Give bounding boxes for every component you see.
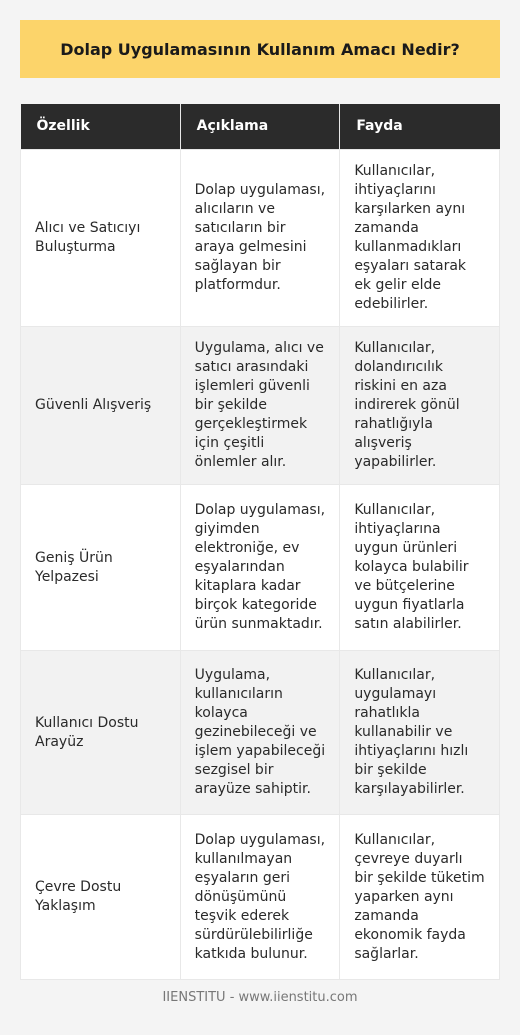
benefit-cell: Kullanıcılar, dolandırıcılık riskini en aza indirerek gönül rahatlığıyla alışveriş yapabilirler. <box>340 327 500 485</box>
feature-cell: Çevre Dostu Yaklaşım <box>21 815 181 980</box>
page-title: Dolap Uygulamasının Kullanım Amacı Nedir? <box>20 20 500 78</box>
table-header-row <box>21 104 500 150</box>
table-row <box>21 485 500 651</box>
feature-cell: Güvenli Alışveriş <box>21 327 181 485</box>
description-cell: Uygulama, alıcı ve satıcı arasındaki işlemleri güvenli bir şekilde gerçekleştirmek için çeşitli önlemler alır. <box>180 327 340 485</box>
feature-cell: Geniş Ürün Yelpazesi <box>21 485 181 651</box>
column-header-description: Açıklama <box>180 104 340 150</box>
benefit-cell: Kullanıcılar, ihtiyaçlarına uygun ürünleri kolayca bulabilir ve bütçelerine uygun fiyatlarla satın alabilirler. <box>340 485 500 651</box>
table-row <box>21 327 500 485</box>
benefit-cell: Kullanıcılar, ihtiyaçlarını karşılarken aynı zamanda kullanmadıkları eşyaları satarak ek gelir elde edebilirler. <box>340 150 500 327</box>
feature-cell: Alıcı ve Satıcıyı Buluşturma <box>21 150 181 327</box>
table-row <box>21 150 500 327</box>
column-header-feature: Özellik <box>21 104 181 150</box>
column-header-benefit: Fayda <box>340 104 500 150</box>
description-cell: Dolap uygulaması, alıcıların ve satıcıların bir araya gelmesini sağlayan bir platformdur. <box>180 150 340 327</box>
footer-credit: IIENSTITU - www.iienstitu.com <box>162 990 358 1005</box>
benefit-cell: Kullanıcılar, çevreye duyarlı bir şekilde tüketim yaparken aynı zamanda ekonomik fayda sağlarlar. <box>340 815 500 980</box>
table-row <box>21 651 500 815</box>
description-cell: Dolap uygulaması, giyimden elektroniğe, ev eşyalarından kitaplara kadar birçok kategoride ürün sunmaktadır. <box>180 485 340 651</box>
feature-table <box>20 104 500 980</box>
benefit-cell: Kullanıcılar, uygulamayı rahatlıkla kullanabilir ve ihtiyaçlarını hızlı bir şekilde karşılayabilirler. <box>340 651 500 815</box>
description-cell: Dolap uygulaması, kullanılmayan eşyaların geri dönüşümünü teşvik ederek sürdürülebilirliğe katkıda bulunur. <box>180 815 340 980</box>
feature-cell: Kullanıcı Dostu Arayüz <box>21 651 181 815</box>
table-row <box>21 815 500 980</box>
description-cell: Uygulama, kullanıcıların kolayca gezinebileceği ve işlem yapabileceği sezgisel bir arayüze sahiptir. <box>180 651 340 815</box>
